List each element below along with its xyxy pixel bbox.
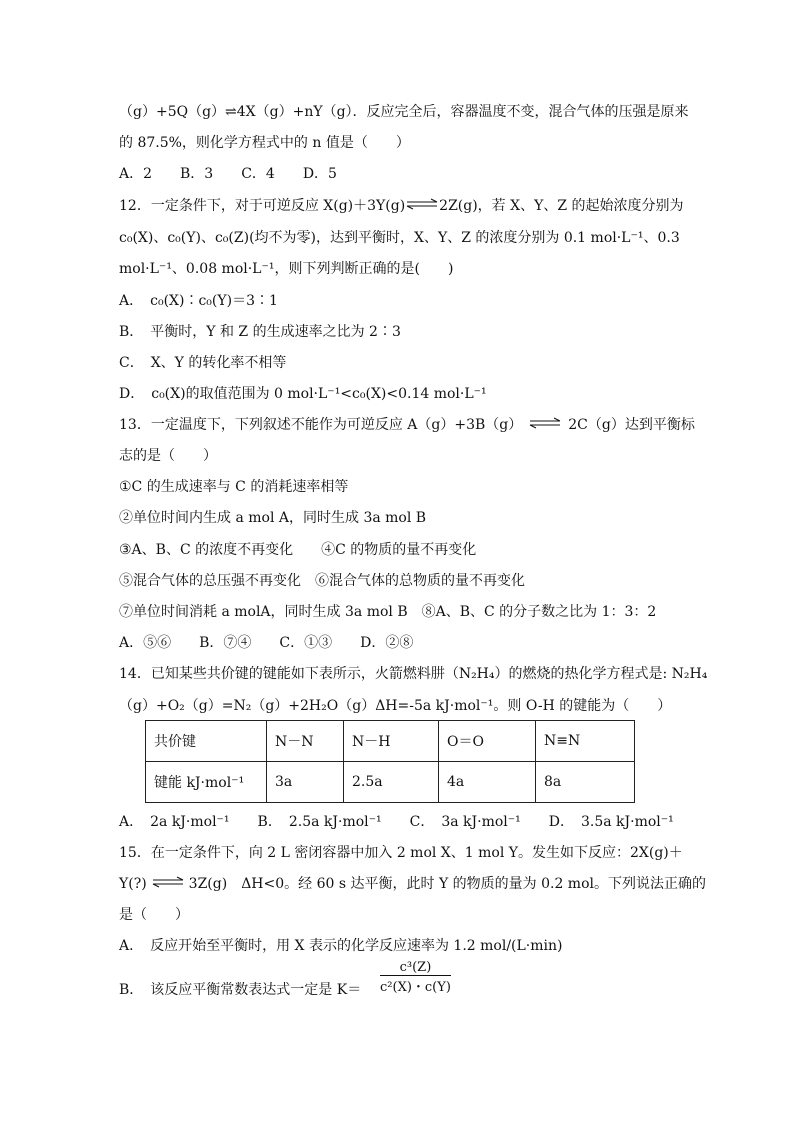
q15-option-b: B． 该反应平衡常数表达式一定是 K＝ (119, 982, 362, 998)
q13-statement-4: ⑤混合气体的总压强不再变化 ⑥混合气体的总物质的量不再变化 (119, 573, 525, 589)
equilibrium-arrow-icon (405, 196, 439, 216)
q12-option-a: A． c₀(X)∶c₀(Y)＝3∶1 (119, 293, 278, 309)
table-cell: N≡N (536, 721, 635, 762)
table-cell: O＝O (439, 721, 536, 762)
table-cell: 键能 kJ·mol⁻¹ (146, 762, 267, 803)
table-cell: 共价键 (146, 721, 267, 762)
q15-stem-3: 是（ ） (119, 907, 189, 923)
table-cell: 8a (536, 762, 635, 803)
line-1: （g）+5Q（g）⇌4X（g）+nY（g）．反应完全后，容器温度不变，混合气体的压强是原来 (119, 104, 689, 120)
q12-option-b: B． 平衡时，Y 和 Z 的生成速率之比为 2∶3 (119, 324, 401, 340)
q13-statement-1: ①C 的生成速率与 C 的消耗速率相等 (119, 479, 349, 495)
q13-stem-1b: 2C（g）达到平衡标 (568, 417, 695, 433)
table-cell: 3a (267, 762, 344, 803)
q13-statement-3: ③A、B、C 的浓度不再变化 ④C 的物质的量不再变化 (119, 542, 477, 558)
q15-stem-2 (119, 874, 706, 894)
q15-stem-2b: 3Z(g) ΔH<0。经 60 s 达平衡，此时 Y 的物质的量为 0.2 mol。下列说法正确的 (188, 876, 706, 892)
table-row (146, 762, 635, 803)
table-cell: 2.5a (344, 762, 439, 803)
q13-options: A．⑤⑥ B．⑦④ C．①③ D．②⑧ (119, 635, 414, 651)
q13-stem-2: 志的是（ ） (119, 448, 217, 464)
q13-stem-1 (119, 415, 695, 435)
q12-option-d: D． c₀(X)的取值范围为 0 mol·L⁻¹<c₀(X)<0.14 mol·L⁻¹ (119, 386, 487, 402)
table-cell: 4a (439, 762, 536, 803)
table-cell: N－N (267, 721, 344, 762)
table-header-row (146, 721, 635, 762)
q15-option-a: A． 反应开始至平衡时，用 X 表示的化学反应速率为 1.2 mol/(L·min) (119, 938, 563, 954)
fraction-numerator: c³(Z) (380, 960, 451, 976)
q11-options: A．2 B．3 C．4 D．5 (119, 166, 337, 182)
table-cell: N－H (344, 721, 439, 762)
q14-stem-2: （g）+O₂（g）=N₂（g）+2H₂O（g）ΔH=-5a kJ·mol⁻¹。则 O-H 的键能为（ ） (119, 698, 672, 714)
q13-statement-5: ⑦单位时间消耗 a molA，同时生成 3a mol B ⑧A、B、C 的分子数之比为 1：3：2 (119, 604, 657, 620)
q15-stem-1: 15．在一定条件下，向 2 L 密闭容器中加入 2 mol X、1 mol Y。发生如下反应：2X(g)＋ (119, 845, 683, 861)
q13-statement-2: ②单位时间内生成 a mol A，同时生成 3a mol B (119, 510, 427, 526)
bond-energy-table (145, 720, 635, 803)
q12-stem-2: c₀(X)、c₀(Y)、c₀(Z)(均不为零)，达到平衡时，X、Y、Z 的浓度分别为 0.1 mol·L⁻¹、0.3 (119, 230, 680, 246)
fraction-denominator: c²(X)・c(Y) (380, 980, 451, 995)
q15-stem-2a: Y(?) (119, 876, 147, 892)
q12-option-c: C． X、Y 的转化率不相等 (119, 355, 287, 371)
equilibrium-arrow-icon (151, 874, 185, 894)
line-2: 的 87.5%，则化学方程式中的 n 值是（ ） (119, 135, 410, 151)
q14-options: A． 2a kJ·mol⁻¹ B． 2.5a kJ·mol⁻¹ C． 3a kJ·mol⁻¹ D． 3.5a kJ·mol⁻¹ (119, 814, 674, 830)
q12-stem-1 (119, 196, 684, 216)
q13-stem-1a: 13．一定温度下，下列叙述不能作为可逆反应 A（g）+3B（g） (119, 417, 523, 433)
q12-stem-1a: 12．一定条件下，对于可逆反应 X(g)＋3Y(g) (119, 198, 406, 214)
q12-stem-3: mol·L⁻¹、0.08 mol·L⁻¹，则下列判断正确的是( ) (119, 261, 454, 277)
q12-stem-1b: 2Z(g)，若 X、Y、Z 的起始浓度分别为 (439, 198, 684, 214)
q14-stem-1: 14．已知某些共价键的键能如下表所示，火箭燃料肼（N₂H₄）的燃烧的热化学方程式是: N₂H₄ (119, 666, 708, 682)
equilibrium-constant-fraction (380, 960, 451, 995)
equilibrium-arrow-icon (528, 415, 562, 435)
